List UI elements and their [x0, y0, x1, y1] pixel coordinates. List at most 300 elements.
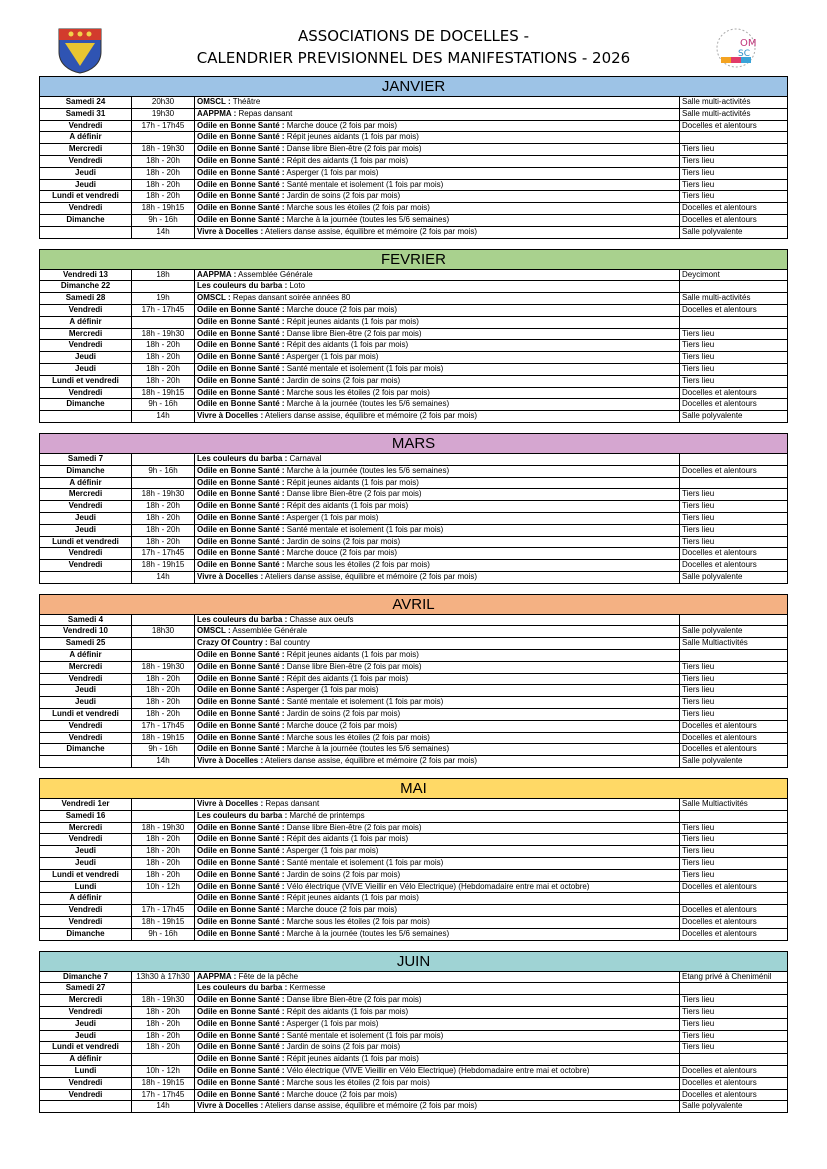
- event-time: [132, 281, 195, 293]
- event-description: [195, 191, 680, 203]
- event-organizer: Les couleurs du barba :: [197, 983, 288, 993]
- event-description: [195, 846, 680, 858]
- event-description: [195, 179, 680, 191]
- event-description: [195, 340, 680, 352]
- event-organizer: Odile en Bonne Santé :: [197, 673, 285, 683]
- event-day: A définir: [40, 477, 132, 489]
- event-location: Docelles et alentours: [680, 744, 788, 756]
- month-section-juin: [39, 951, 788, 1114]
- event-organizer: Vivre à Docelles :: [197, 226, 264, 236]
- event-organizer: Odile en Bonne Santé :: [197, 120, 285, 130]
- event-activity: Danse libre Bien-être (2 fois par mois): [284, 661, 422, 671]
- event-location: Docelles et alentours: [680, 1065, 788, 1077]
- event-description: [195, 144, 680, 156]
- event-time: 9h - 16h: [132, 928, 195, 939]
- event-day: Jeudi: [40, 512, 132, 524]
- event-description: [195, 489, 680, 501]
- event-organizer: AAPPMA :: [197, 971, 237, 981]
- event-organizer: Odile en Bonne Santé :: [197, 1089, 285, 1099]
- event-organizer: Les couleurs du barba :: [197, 453, 288, 463]
- event-description: [195, 316, 680, 328]
- event-day: [40, 226, 132, 237]
- event-activity: Répit des aidants (1 fois par mois): [284, 834, 409, 844]
- event-day: Vendredi: [40, 917, 132, 929]
- event-organizer: Odile en Bonne Santé :: [197, 524, 285, 534]
- table-row: [40, 810, 787, 822]
- event-time: 18h - 20h: [132, 501, 195, 513]
- event-day: A définir: [40, 316, 132, 328]
- event-activity: Marche sous les étoiles (2 fois par mois): [284, 387, 430, 397]
- event-description: [195, 685, 680, 697]
- event-location: Docelles et alentours: [680, 720, 788, 732]
- page-header: [0, 0, 827, 72]
- month-section-janvier: [39, 76, 788, 239]
- event-day: Jeudi: [40, 363, 132, 375]
- event-description: [195, 120, 680, 132]
- event-organizer: Odile en Bonne Santé :: [197, 560, 285, 570]
- table-row: [40, 132, 787, 144]
- event-organizer: Odile en Bonne Santé :: [197, 834, 285, 844]
- event-location: [680, 810, 788, 822]
- event-organizer: Crazy Of Country :: [197, 638, 268, 648]
- event-day: Lundi et vendredi: [40, 709, 132, 721]
- table-row: [40, 97, 787, 108]
- event-location: [680, 477, 788, 489]
- event-description: [195, 1042, 680, 1054]
- event-location: Tiers lieu: [680, 512, 788, 524]
- event-time: 18h: [132, 270, 195, 281]
- event-location: Tiers lieu: [680, 340, 788, 352]
- event-organizer: Odile en Bonne Santé :: [197, 917, 285, 927]
- event-location: Docelles et alentours: [680, 214, 788, 226]
- event-description: [195, 399, 680, 411]
- event-day: Vendredi: [40, 720, 132, 732]
- events-table: [40, 270, 787, 422]
- event-time: 18h - 20h: [132, 685, 195, 697]
- event-day: A définir: [40, 132, 132, 144]
- table-row: [40, 399, 787, 411]
- event-location: Tiers lieu: [680, 846, 788, 858]
- event-location: Tiers lieu: [680, 1018, 788, 1030]
- table-row: [40, 281, 787, 293]
- table-row: [40, 905, 787, 917]
- event-organizer: Vivre à Docelles :: [197, 571, 264, 581]
- event-location: Docelles et alentours: [680, 560, 788, 572]
- event-location: Tiers lieu: [680, 995, 788, 1007]
- event-activity: Assemblée Générale: [230, 626, 308, 636]
- event-activity: Bal country: [267, 638, 310, 648]
- event-activity: Danse libre Bien-être (2 fois par mois): [284, 144, 422, 154]
- event-activity: Asperger (1 fois par mois): [284, 352, 379, 362]
- event-location: Tiers lieu: [680, 155, 788, 167]
- event-activity: Marché de printemps: [287, 810, 365, 820]
- event-location: [680, 983, 788, 995]
- event-location: Docelles et alentours: [680, 203, 788, 215]
- event-organizer: Odile en Bonne Santé :: [197, 363, 285, 373]
- table-row: [40, 536, 787, 548]
- event-day: Vendredi: [40, 340, 132, 352]
- event-time: 18h - 19h15: [132, 917, 195, 929]
- table-row: [40, 560, 787, 572]
- event-time: 18h - 20h: [132, 340, 195, 352]
- event-time: 18h - 19h15: [132, 387, 195, 399]
- event-time: 18h - 19h15: [132, 203, 195, 215]
- event-description: [195, 626, 680, 638]
- event-time: 18h - 20h: [132, 709, 195, 721]
- event-day: Jeudi: [40, 179, 132, 191]
- table-row: [40, 454, 787, 465]
- event-organizer: AAPPMA :: [197, 108, 237, 118]
- event-organizer: Odile en Bonne Santé :: [197, 536, 285, 546]
- table-row: [40, 548, 787, 560]
- event-description: [195, 709, 680, 721]
- table-row: [40, 167, 787, 179]
- event-time: 18h - 20h: [132, 1007, 195, 1019]
- table-row: [40, 144, 787, 156]
- event-time: 17h - 17h45: [132, 120, 195, 132]
- event-organizer: Odile en Bonne Santé :: [197, 1018, 285, 1028]
- event-location: Salle multi-activités: [680, 293, 788, 305]
- table-row: [40, 1030, 787, 1042]
- event-day: Lundi: [40, 1065, 132, 1077]
- event-activity: Ateliers danse assise, équilibre et mémoire (2 fois par mois): [263, 571, 477, 581]
- event-organizer: Les couleurs du barba :: [197, 614, 288, 624]
- events-table: [40, 97, 787, 238]
- table-row: [40, 846, 787, 858]
- event-day: Lundi et vendredi: [40, 869, 132, 881]
- event-organizer: Odile en Bonne Santé :: [197, 893, 285, 903]
- table-row: [40, 972, 787, 983]
- event-day: Mercredi: [40, 822, 132, 834]
- event-location: Tiers lieu: [680, 709, 788, 721]
- event-description: [195, 512, 680, 524]
- event-time: 14h: [132, 411, 195, 422]
- event-description: [195, 293, 680, 305]
- table-row: [40, 270, 787, 281]
- event-description: [195, 917, 680, 929]
- event-day: Vendredi: [40, 560, 132, 572]
- event-location: Tiers lieu: [680, 501, 788, 513]
- event-description: [195, 1089, 680, 1101]
- event-day: Samedi 4: [40, 615, 132, 626]
- event-activity: Asperger (1 fois par mois): [284, 167, 379, 177]
- event-activity: Répit jeunes aidants (1 fois par mois): [284, 132, 419, 142]
- event-time: 18h - 20h: [132, 352, 195, 364]
- event-activity: Marche sous les étoiles (2 fois par mois): [284, 732, 430, 742]
- event-description: [195, 732, 680, 744]
- event-description: [195, 972, 680, 983]
- event-day: [40, 756, 132, 767]
- event-activity: Asperger (1 fois par mois): [284, 685, 379, 695]
- event-day: Lundi: [40, 881, 132, 893]
- month-header: AVRIL: [40, 595, 787, 615]
- event-day: Mercredi: [40, 661, 132, 673]
- event-organizer: Odile en Bonne Santé :: [197, 501, 285, 511]
- event-description: [195, 477, 680, 489]
- event-organizer: Odile en Bonne Santé :: [197, 387, 285, 397]
- event-time: 18h - 19h30: [132, 661, 195, 673]
- event-time: [132, 1054, 195, 1066]
- event-location: Docelles et alentours: [680, 387, 788, 399]
- document-title-line-2: CALENDRIER PREVISIONNEL DES MANIFESTATIONS - 2026: [196, 49, 631, 67]
- event-activity: Marche à la journée (toutes les 5/6 semaines): [284, 465, 450, 475]
- event-description: [195, 387, 680, 399]
- event-time: 18h30: [132, 626, 195, 638]
- event-day: Vendredi: [40, 1077, 132, 1089]
- event-organizer: Odile en Bonne Santé :: [197, 132, 285, 142]
- event-organizer: Odile en Bonne Santé :: [197, 650, 285, 660]
- event-day: Dimanche 7: [40, 972, 132, 983]
- event-description: [195, 697, 680, 709]
- event-location: Docelles et alentours: [680, 905, 788, 917]
- event-organizer: Odile en Bonne Santé :: [197, 548, 285, 558]
- event-activity: Repas dansant: [263, 799, 320, 809]
- event-organizer: Odile en Bonne Santé :: [197, 697, 285, 707]
- event-organizer: Odile en Bonne Santé :: [197, 304, 285, 314]
- event-description: [195, 928, 680, 939]
- event-location: [680, 650, 788, 662]
- table-row: [40, 120, 787, 132]
- event-description: [195, 1065, 680, 1077]
- table-row: [40, 375, 787, 387]
- event-day: Mercredi: [40, 995, 132, 1007]
- event-organizer: Les couleurs du barba :: [197, 281, 288, 291]
- event-day: Vendredi: [40, 203, 132, 215]
- event-location: Tiers lieu: [680, 191, 788, 203]
- event-organizer: Odile en Bonne Santé :: [197, 732, 285, 742]
- event-day: Vendredi 1er: [40, 799, 132, 810]
- event-activity: Santé mentale et isolement (1 fois par mois): [284, 179, 444, 189]
- event-time: [132, 983, 195, 995]
- event-location: Salle polyvalente: [682, 756, 743, 766]
- table-row: [40, 638, 787, 650]
- month-section-mai: [39, 778, 788, 941]
- event-activity: Ateliers danse assise, équilibre et mémoire (2 fois par mois): [263, 756, 477, 766]
- event-time: 18h - 20h: [132, 167, 195, 179]
- event-activity: Asperger (1 fois par mois): [284, 846, 379, 856]
- event-description: [195, 304, 680, 316]
- event-day: Samedi 25: [40, 638, 132, 650]
- event-time: 18h - 19h30: [132, 328, 195, 340]
- event-location: [680, 132, 788, 144]
- event-location: Tiers lieu: [680, 179, 788, 191]
- event-day: Vendredi: [40, 155, 132, 167]
- event-time: 18h - 19h15: [132, 1077, 195, 1089]
- event-day: [40, 411, 132, 422]
- table-row: [40, 822, 787, 834]
- event-activity: Santé mentale et isolement (1 fois par mois): [284, 1030, 444, 1040]
- event-activity: Marche douce (2 fois par mois): [284, 720, 398, 730]
- table-row: [40, 626, 787, 638]
- event-location: Salle polyvalente: [682, 226, 743, 236]
- table-row: [40, 411, 787, 422]
- event-organizer: Odile en Bonne Santé :: [197, 744, 285, 754]
- event-description: [195, 673, 680, 685]
- event-time: 18h - 19h30: [132, 822, 195, 834]
- event-description: [195, 822, 680, 834]
- event-time: [132, 316, 195, 328]
- table-row: [40, 214, 787, 226]
- table-row: [40, 340, 787, 352]
- event-organizer: Odile en Bonne Santé :: [197, 846, 285, 856]
- event-time: 18h - 20h: [132, 375, 195, 387]
- event-time: 19h: [132, 293, 195, 305]
- event-organizer: Vivre à Docelles :: [197, 1101, 264, 1111]
- table-row: [40, 571, 787, 582]
- event-day: Mercredi: [40, 489, 132, 501]
- event-location: Salle polyvalente: [680, 626, 788, 638]
- event-day: Jeudi: [40, 167, 132, 179]
- event-description: [195, 1077, 680, 1089]
- event-time: 18h - 20h: [132, 869, 195, 881]
- event-time: 17h - 17h45: [132, 304, 195, 316]
- table-row: [40, 756, 787, 767]
- event-day: Lundi et vendredi: [40, 1042, 132, 1054]
- table-row: [40, 108, 787, 120]
- event-organizer: Odile en Bonne Santé :: [197, 352, 285, 362]
- event-description: [195, 893, 680, 905]
- event-organizer: Odile en Bonne Santé :: [197, 869, 285, 879]
- event-time: 9h - 16h: [132, 465, 195, 477]
- event-time: [132, 454, 195, 465]
- event-time: [132, 638, 195, 650]
- event-description: [195, 650, 680, 662]
- table-row: [40, 1089, 787, 1101]
- event-activity: Jardin de soins (2 fois par mois): [284, 709, 401, 719]
- event-description: [195, 132, 680, 144]
- event-activity: Répit jeunes aidants (1 fois par mois): [284, 477, 419, 487]
- event-activity: Répit jeunes aidants (1 fois par mois): [284, 316, 419, 326]
- event-activity: Répit des aidants (1 fois par mois): [284, 673, 409, 683]
- event-day: Samedi 27: [40, 983, 132, 995]
- event-location: [680, 281, 788, 293]
- event-description: [195, 560, 680, 572]
- month-header: MAI: [40, 779, 787, 799]
- event-day: Jeudi: [40, 846, 132, 858]
- month-header: FEVRIER: [40, 250, 787, 270]
- event-day: Samedi 28: [40, 293, 132, 305]
- event-description: [195, 756, 680, 767]
- event-organizer: Odile en Bonne Santé :: [197, 995, 285, 1005]
- event-description: [195, 281, 680, 293]
- event-description: [195, 869, 680, 881]
- table-row: [40, 179, 787, 191]
- event-time: 18h - 20h: [132, 524, 195, 536]
- event-activity: Chasse aux oeufs: [287, 614, 354, 624]
- event-description: [195, 661, 680, 673]
- event-organizer: Odile en Bonne Santé :: [197, 489, 285, 499]
- event-day: Mercredi: [40, 328, 132, 340]
- event-day: Jeudi: [40, 1030, 132, 1042]
- event-description: [195, 858, 680, 870]
- table-row: [40, 995, 787, 1007]
- event-description: [195, 1054, 680, 1066]
- table-row: [40, 928, 787, 939]
- table-row: [40, 709, 787, 721]
- event-description: [195, 905, 680, 917]
- event-location: Tiers lieu: [680, 661, 788, 673]
- table-row: [40, 191, 787, 203]
- event-organizer: Odile en Bonne Santé :: [197, 1077, 285, 1087]
- event-location: Tiers lieu: [680, 673, 788, 685]
- document-title-line-1: ASSOCIATIONS DE DOCELLES -: [297, 27, 529, 45]
- event-organizer: OMSCL :: [197, 97, 231, 106]
- event-activity: Marche douce (2 fois par mois): [284, 548, 398, 558]
- event-day: Jeudi: [40, 685, 132, 697]
- table-row: [40, 316, 787, 328]
- event-activity: Répit des aidants (1 fois par mois): [284, 155, 409, 165]
- event-description: [195, 1018, 680, 1030]
- event-description: [195, 983, 680, 995]
- table-row: [40, 1054, 787, 1066]
- table-row: [40, 881, 787, 893]
- event-time: 18h - 19h15: [132, 732, 195, 744]
- event-activity: Jardin de soins (2 fois par mois): [284, 869, 401, 879]
- event-description: [195, 375, 680, 387]
- event-activity: Jardin de soins (2 fois par mois): [284, 191, 401, 201]
- event-time: 18h - 19h30: [132, 144, 195, 156]
- event-location: Tiers lieu: [680, 858, 788, 870]
- event-organizer: Odile en Bonne Santé :: [197, 375, 285, 385]
- event-description: [195, 524, 680, 536]
- event-time: [132, 893, 195, 905]
- event-day: [40, 1101, 132, 1112]
- event-time: 18h - 19h30: [132, 489, 195, 501]
- logo-text-om: OM: [740, 38, 757, 49]
- event-organizer: Odile en Bonne Santé :: [197, 340, 285, 350]
- event-location: Tiers lieu: [680, 834, 788, 846]
- event-description: [195, 995, 680, 1007]
- event-time: 18h - 19h30: [132, 995, 195, 1007]
- event-activity: Assemblée Générale: [236, 269, 313, 279]
- event-day: Vendredi: [40, 673, 132, 685]
- event-organizer: Odile en Bonne Santé :: [197, 328, 285, 338]
- event-day: Samedi 31: [40, 108, 132, 120]
- event-day: Mercredi: [40, 144, 132, 156]
- event-day: Samedi 16: [40, 810, 132, 822]
- event-time: 18h - 20h: [132, 536, 195, 548]
- table-row: [40, 661, 787, 673]
- event-activity: Repas dansant: [236, 108, 293, 118]
- table-row: [40, 732, 787, 744]
- event-location: Docelles et alentours: [680, 548, 788, 560]
- event-activity: Répit des aidants (1 fois par mois): [284, 340, 409, 350]
- table-row: [40, 697, 787, 709]
- event-organizer: Odile en Bonne Santé :: [197, 1042, 285, 1052]
- table-row: [40, 983, 787, 995]
- event-day: Dimanche: [40, 399, 132, 411]
- omscl-logo-icon: [712, 27, 760, 69]
- event-time: 18h - 20h: [132, 1018, 195, 1030]
- event-day: Lundi et vendredi: [40, 536, 132, 548]
- event-day: Vendredi: [40, 304, 132, 316]
- event-location: Salle Multiactivités: [680, 638, 788, 650]
- event-time: 18h - 20h: [132, 155, 195, 167]
- event-time: 20h30: [132, 97, 195, 108]
- event-location: [680, 316, 788, 328]
- event-day: Dimanche: [40, 214, 132, 226]
- event-organizer: OMSCL :: [197, 626, 231, 636]
- event-location: Tiers lieu: [680, 144, 788, 156]
- event-time: 17h - 17h45: [132, 548, 195, 560]
- event-organizer: Odile en Bonne Santé :: [197, 881, 285, 891]
- event-location: Docelles et alentours: [680, 1077, 788, 1089]
- event-activity: Fête de la pêche: [236, 971, 299, 981]
- event-organizer: Odile en Bonne Santé :: [197, 477, 285, 487]
- event-location: Etang privé à Cheniménil: [680, 972, 788, 983]
- event-day: Vendredi: [40, 732, 132, 744]
- event-day: [40, 571, 132, 582]
